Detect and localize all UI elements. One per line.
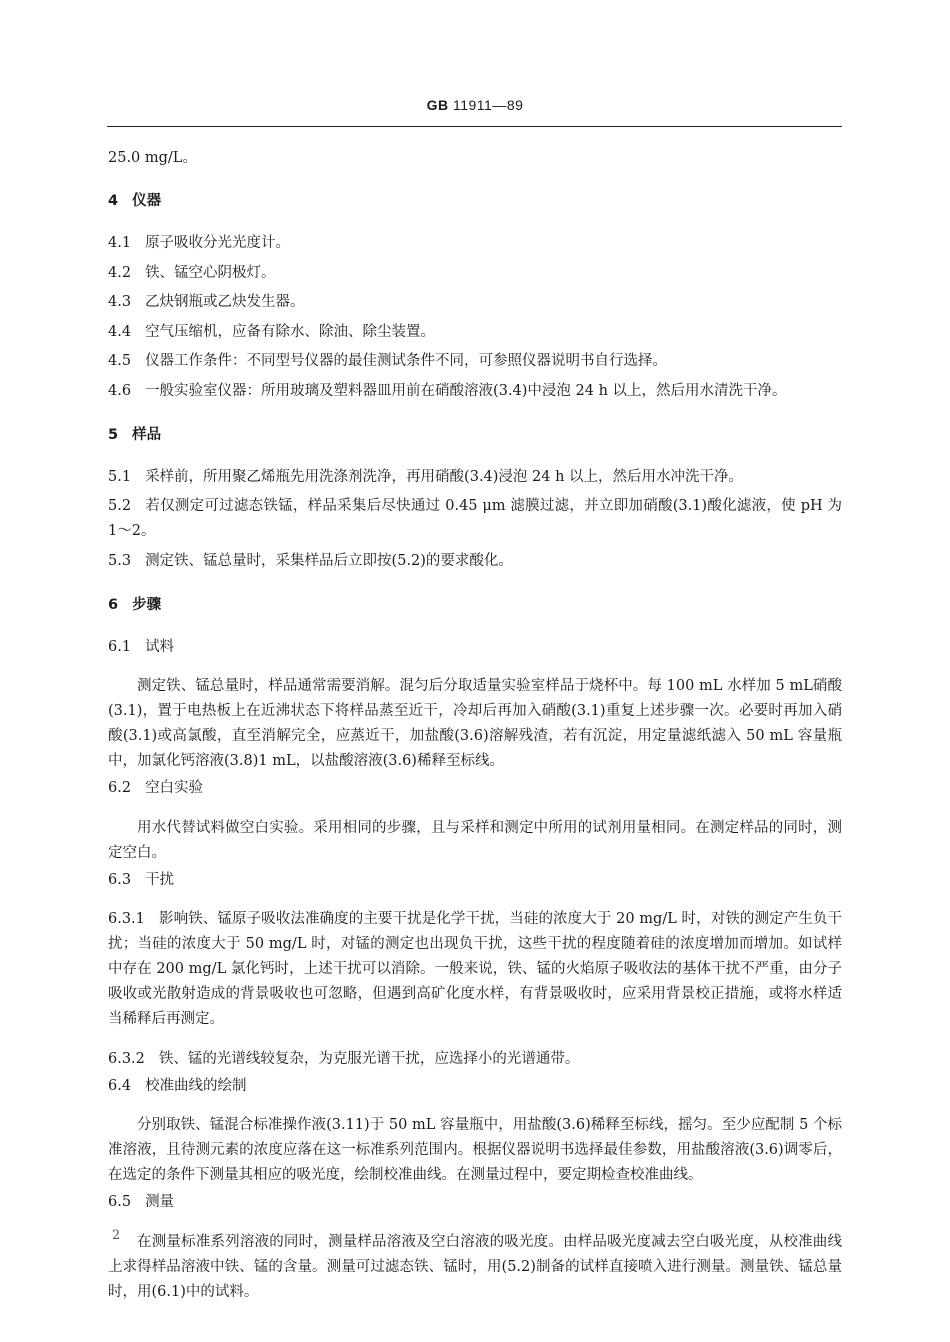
clause-number: 4.1 [108,235,132,251]
clause-6-3-2 [108,1047,842,1072]
section-4-heading [108,189,842,214]
header-rule [107,126,842,127]
page-header [0,97,950,113]
clause-number: 5.3 [108,552,132,569]
clause-6-4-body: 分别取铁、锰混合标准操作液(3.11)于 50 mL 容量瓶中，用盐酸(3.6)稀释至标线，摇匀。至少应配制 5 个标准溶液，且待测元素的浓度应落在这一标准系列范围内。根据仪器说明书选择最佳参数，用盐酸溶液(3.6)调零后，在选定的条件下测量其相应的吸光度，绘制校准曲线。在测量过程中，要定期检查校准曲线。 [108,1117,842,1183]
section-number: 5 [108,426,119,443]
document-body [108,146,842,1307]
clause-number: 4.6 [108,382,132,399]
clause-title: 试料 [145,638,175,655]
clause-6-5-body: 在测量标准系列溶液的同时，测量样品溶液及空白溶液的吸光度。由样品吸光度减去空白吸光度，从校准曲线上求得样品溶液中铁、锰的含量。测量可过滤态铁、锰时，用(5.2)制备的试样直接喷入进行测量。测量铁、锰总量时，用(6.1)中的试料。 [108,1233,842,1300]
clause-4-1 [108,231,842,256]
clause-number: 5.1 [108,468,132,485]
clause-number: 6.3.2 [108,1050,145,1067]
section-number: 6 [108,596,119,613]
section-title: 样品 [132,426,162,443]
standard-number: 11911—89 [452,97,524,113]
clause-text: 原子吸收分光光度计。 [145,235,291,251]
clause-number: 4.4 [108,323,132,340]
clause-number: 6.4 [108,1077,132,1094]
page-number: 2 [112,1228,121,1243]
clause-6-2-body: 用水代替试料做空白实验。采用相同的步骤，且与采样和测定中所用的试剂用量相同。在测定样品的同时，测定空白。 [108,819,842,861]
clause-6-5-heading [108,1190,842,1215]
clause-6-1-body: 测定铁、锰总量时，样品通常需要消解。混匀后分取适量实验室样品于烧杯中。每 100 mL 水样加 5 mL硝酸(3.1)，置于电热板上在近沸状态下将样品蒸至近干，冷却后再加入硝酸(3.1)重复上述步骤一次。必要时再加入硝酸(3.1)或高氯酸，直至消解完全，应蒸近干，加盐酸(3.6)溶解残渣，若有沉淀，用定量滤纸滤入 50 mL 容量瓶中，加氯化钙溶液(3.8)1 mL，以盐酸溶液(3.6)稀释至标线。 [108,678,842,769]
clause-4-3 [108,290,842,315]
clause-number: 4.3 [108,294,132,310]
clause-text: 乙炔钢瓶或乙炔发生器。 [145,294,305,310]
section-title: 仪器 [132,193,162,209]
clause-6-2-heading [108,776,842,801]
clause-text: 影响铁、锰原子吸收法准确度的主要干扰是化学干扰，当硅的浓度大于 20 mg/L 时，对铁的测定产生负干扰；当硅的浓度大于 50 mg/L 时，对锰的测定也出现负干扰，这些干扰的程度随着硅的浓度增加而增加。如试样中存在 200 mg/L 氯化钙时，上述干扰可以消除。一般来说，铁、锰的火焰原子吸收法的基体干扰不严重，由分子吸收或光散射造成的背景吸收也可忽略，但遇到高矿化度水样，有背景吸收时，应采用背景校正措施，或将水样适当稀释后再测定。 [108,911,842,1027]
continued-text: 25.0 mg/L。 [108,150,197,166]
clause-title: 干扰 [145,871,175,888]
clause-4-2 [108,261,842,286]
section-5-heading [108,423,842,448]
clause-4-4 [108,320,842,345]
clause-number: 6.3.1 [108,911,145,927]
clause-text: 仪器工作条件：不同型号仪器的最佳测试条件不同，可参照仪器说明书自行选择。 [145,353,668,369]
clause-6-3-1 [108,907,842,1032]
standard-code: GB [426,97,449,113]
section-title: 步骤 [132,596,162,613]
clause-title: 空白实验 [145,780,204,796]
clause-text: 铁、锰的光谱线较复杂，为克服光谱干扰，应选择小的光谱通带。 [158,1050,580,1067]
clause-5-3 [108,549,842,574]
clause-6-1-heading [108,635,842,660]
clause-6-3-heading [108,868,842,893]
clause-number: 6.5 [108,1194,132,1210]
clause-number: 5.2 [108,498,132,514]
clause-text: 铁、锰空心阴极灯。 [145,264,276,281]
clause-5-2 [108,494,842,544]
clause-text: 若仅测定可过滤态铁锰，样品采集后尽快通过 0.45 μm 滤膜过滤，并立即加硝酸(3.1)酸化滤液，使 pH 为 1～2。 [108,498,842,539]
clause-number: 6.1 [108,638,132,655]
clause-5-1 [108,465,842,490]
clause-title: 校准曲线的绘制 [145,1077,247,1094]
clause-text: 测定铁、锰总量时，采集样品后立即按(5.2)的要求酸化。 [145,552,513,569]
section-number: 4 [108,193,119,209]
clause-6-4-heading [108,1074,842,1099]
clause-text: 采样前，所用聚乙烯瓶先用洗涤剂洗净，再用硝酸(3.4)浸泡 24 h 以上，然后用水冲洗干净。 [145,468,744,485]
clause-text: 空气压缩机，应备有除水、除油、除尘装置。 [145,323,436,340]
clause-4-5 [108,349,842,374]
clause-number: 6.2 [108,780,132,796]
clause-number: 4.2 [108,264,132,281]
clause-text: 一般实验室仪器：所用玻璃及塑料器皿用前在硝酸溶液(3.4)中浸泡 24 h 以上，然后用水清洗干净。 [145,382,787,399]
clause-4-6 [108,379,842,404]
section-6-heading [108,593,842,618]
clause-number: 6.3 [108,871,132,888]
clause-number: 4.5 [108,353,132,369]
clause-title: 测量 [145,1194,175,1210]
